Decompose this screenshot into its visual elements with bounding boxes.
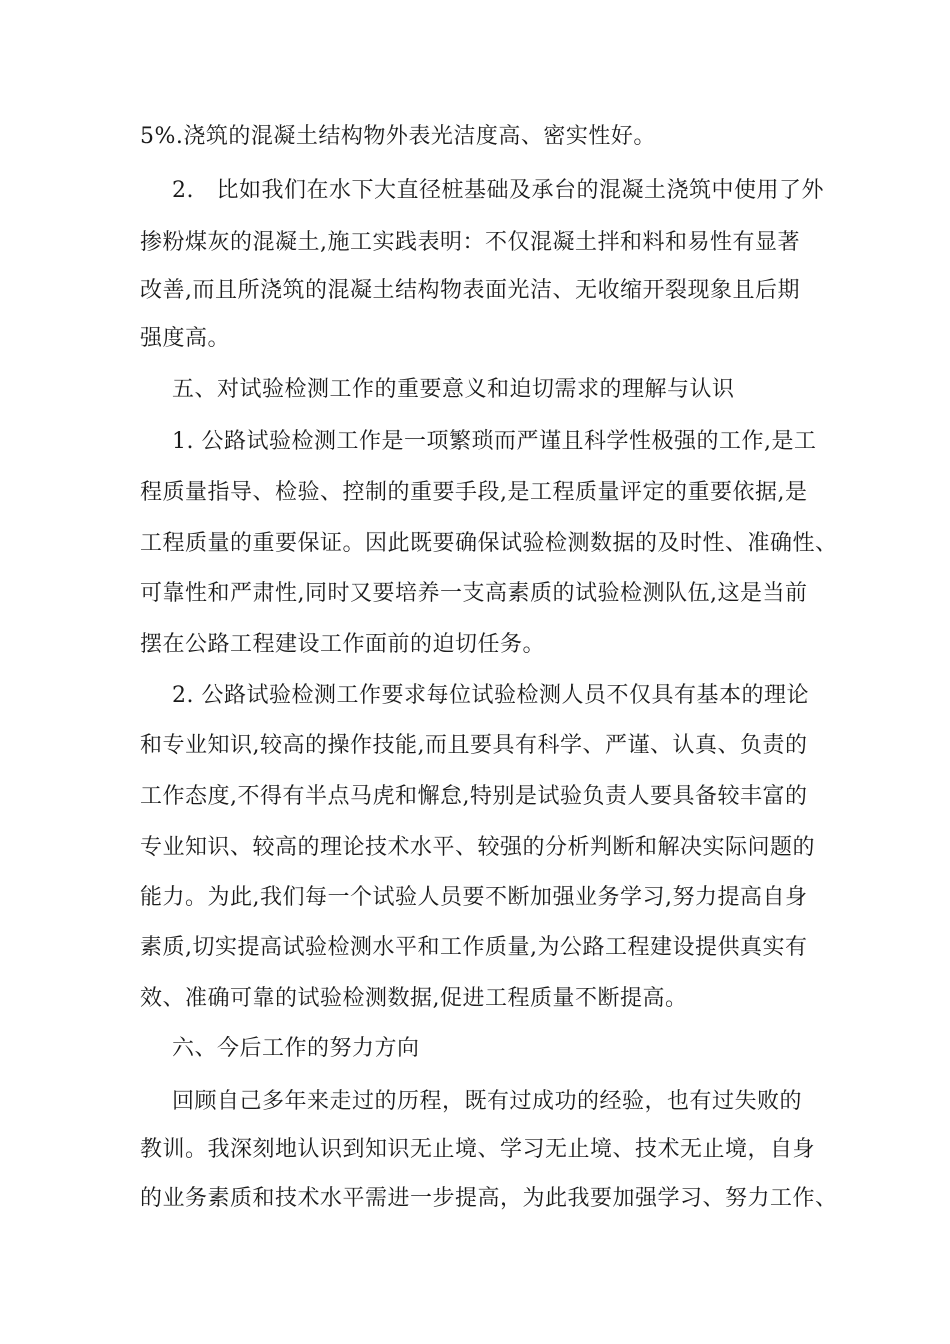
text-line [0,928,950,968]
text-line [0,1130,950,1170]
text-line [0,676,950,716]
line-text: 教训。我深刻地认识到知识无止境、学习无止境、技术无止境，自身 [140,1137,816,1162]
text-line [0,1179,950,1219]
text-line [0,726,950,766]
text-line [0,828,950,868]
text-line [0,171,950,211]
line-text: 强度高。 [140,326,231,351]
line-text: 2. 公路试验检测工作要求每位试验检测人员不仅具有基本的理论 [172,683,809,708]
text-line [0,524,950,564]
text-line [0,271,950,311]
text-line [0,574,950,614]
line-text: 可靠性和严肃性,同时又要培养一支高素质的试验检测队伍,这是当前 [140,581,808,606]
line-text: 效、准确可靠的试验检测数据,促进工程质量不断提高。 [140,986,688,1011]
line-text: 摆在公路工程建设工作面前的迫切任务。 [140,632,546,657]
section-heading [0,370,950,410]
line-text: 掺粉煤灰的混凝土,施工实践表明：不仅混凝土拌和料和易性有显著 [140,230,800,255]
line-text: 程质量指导、检验、控制的重要手段,是工程质量评定的重要依据,是 [140,480,808,505]
line-text: 1. 公路试验检测工作是一项繁琐而严谨且科学性极强的工作,是工 [172,429,817,454]
text-line [0,625,950,665]
section-heading [0,1029,950,1069]
text-line [0,473,950,513]
text-line [0,1082,950,1122]
line-text: 六、今后工作的努力方向 [172,1036,420,1061]
line-text: 能力。为此,我们每一个试验人员要不断加强业务学习,努力提高自身 [140,885,808,910]
line-text: 专业知识、较高的理论技术水平、较强的分析判断和解决实际问题的 [140,835,816,860]
text-line [0,117,950,157]
line-text: 素质,切实提高试验检测水平和工作质量,为公路工程建设提供真实有 [140,935,808,960]
line-text: 回顾自己多年来走过的历程，既有过成功的经验，也有过失败的 [172,1089,803,1114]
text-line [0,878,950,918]
line-text: 5%.浇筑的混凝土结构物外表光洁度高、密实性好。 [140,124,656,149]
line-text: 工程质量的重要保证。因此既要确保试验检测数据的及时性、准确性、 [140,531,838,556]
line-text: 和专业知识,较高的操作技能,而且要具有科学、严谨、认真、负责的 [140,733,808,758]
text-line [0,979,950,1019]
line-text: 2. 比如我们在水下大直径桩基础及承台的混凝土浇筑中使用了外 [172,178,824,203]
text-line [0,422,950,462]
text-line [0,319,950,359]
line-text: 五、对试验检测工作的重要意义和迫切需求的理解与认识 [172,377,735,402]
text-line [0,777,950,817]
text-line [0,223,950,263]
line-text: 工作态度,不得有半点马虎和懈怠,特别是试验负责人要具备较丰富的 [140,784,808,809]
line-text: 改善,而且所浇筑的混凝土结构物表面光洁、无收缩开裂现象且后期 [140,278,800,303]
line-text: 的业务素质和技术水平需进一步提高，为此我要加强学习、努力工作、 [140,1186,838,1211]
